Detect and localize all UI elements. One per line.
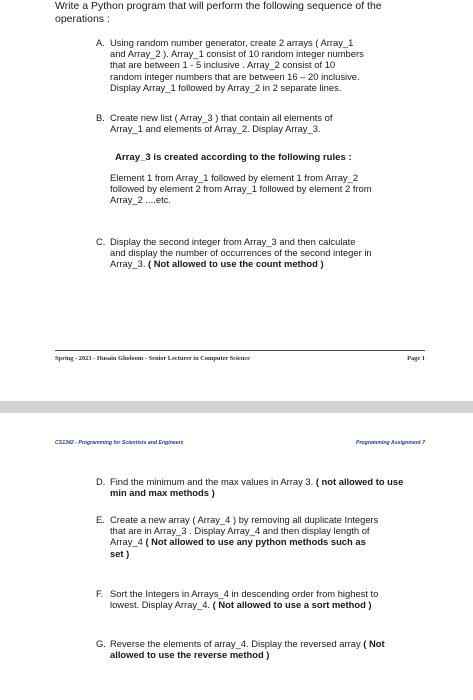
item-c-restriction: ( Not allowed to use the count method )	[148, 258, 324, 270]
item-b-line: Create new list ( Array_3 ) that contain all elements of	[110, 112, 333, 123]
page-separator	[0, 401, 473, 413]
item-a-line: that are between 1 - 5 inclusive . Array_2 consist of 10	[110, 59, 336, 71]
item-c-line: and display the number of occurrences of the second integer in	[110, 247, 372, 259]
item-g-text: Reverse the elements of array_4. Display the reversed array	[110, 638, 364, 649]
rules-line: Array_2 ....etc.	[110, 194, 171, 206]
item-c-text: Array_3.	[110, 258, 149, 270]
item-g-letter: G.	[96, 638, 106, 649]
header-assignment: Programming Assignment 7	[356, 440, 425, 446]
item-g	[96, 638, 426, 660]
item-e	[96, 514, 426, 559]
item-a-line: Using random number generator, create 2 arrays ( Array_1	[110, 37, 354, 48]
item-b-line: Array_1 and elements of Array_2. Display Array_3.	[110, 123, 321, 135]
item-f-letter: F.	[96, 588, 104, 599]
item-a-letter: A.	[96, 37, 105, 48]
item-f-text: Sort the Integers in Arrays_4 in descending order from highest to lowest. Display Array_4.	[110, 588, 379, 611]
page-footer	[55, 350, 425, 362]
item-e-text: Create a new array ( Array_4 ) by removing all duplicate Integers that are in Array_3 . Display Array_4 and then display length of Array_4	[110, 514, 379, 548]
item-a	[96, 37, 426, 93]
footer-author: Spring - 2023 - Husain Gholoom - Senior Lecturer in Computer Science	[55, 355, 250, 362]
item-d	[96, 476, 426, 498]
item-d-restriction: ( not allowed to use min and max methods )	[110, 476, 404, 499]
item-c	[96, 236, 426, 270]
item-g-restriction: ( Not allowed to use the reverse method )	[110, 638, 385, 661]
header-course: CS1342 - Programming for Scientists and Engineers	[55, 440, 184, 446]
intro-text: Write a Python program that will perform the following sequence of the operations :	[55, 0, 382, 25]
rules-line: followed by element 2 from Array_1 followed by element 2 from	[110, 183, 372, 195]
item-a-line: Display Array_1 followed by Array_2 in 2 separate lines.	[110, 81, 342, 93]
item-e-letter: E.	[96, 514, 105, 525]
footer-page-number: Page 1	[407, 355, 425, 362]
item-f	[96, 588, 426, 610]
item-b	[96, 112, 426, 134]
rules-line: Element 1 from Array_1 followed by element 1 from Array_2	[110, 172, 359, 183]
item-f-restriction: ( Not allowed to use a sort method )	[212, 599, 372, 611]
item-c-letter: C.	[96, 236, 106, 247]
item-d-letter: D.	[96, 476, 106, 487]
item-c-line: Display the second integer from Array_3 and then calculate	[110, 236, 356, 247]
rules-text	[110, 172, 422, 206]
rules-heading: Array_3 is created according to the following rules :	[115, 152, 352, 163]
item-e-restriction: ( Not allowed to use any python methods such as set )	[110, 536, 366, 559]
item-b-letter: B.	[96, 112, 105, 123]
item-d-text: Find the minimum and the max values in Array 3.	[110, 476, 316, 487]
item-a-line: random integer numbers that are between 16 – 20 inclusive.	[110, 70, 360, 82]
item-a-line: and Array_2 ). Array_1 consist of 10 random integer numbers	[110, 48, 364, 60]
item-c-last-line	[110, 258, 426, 269]
